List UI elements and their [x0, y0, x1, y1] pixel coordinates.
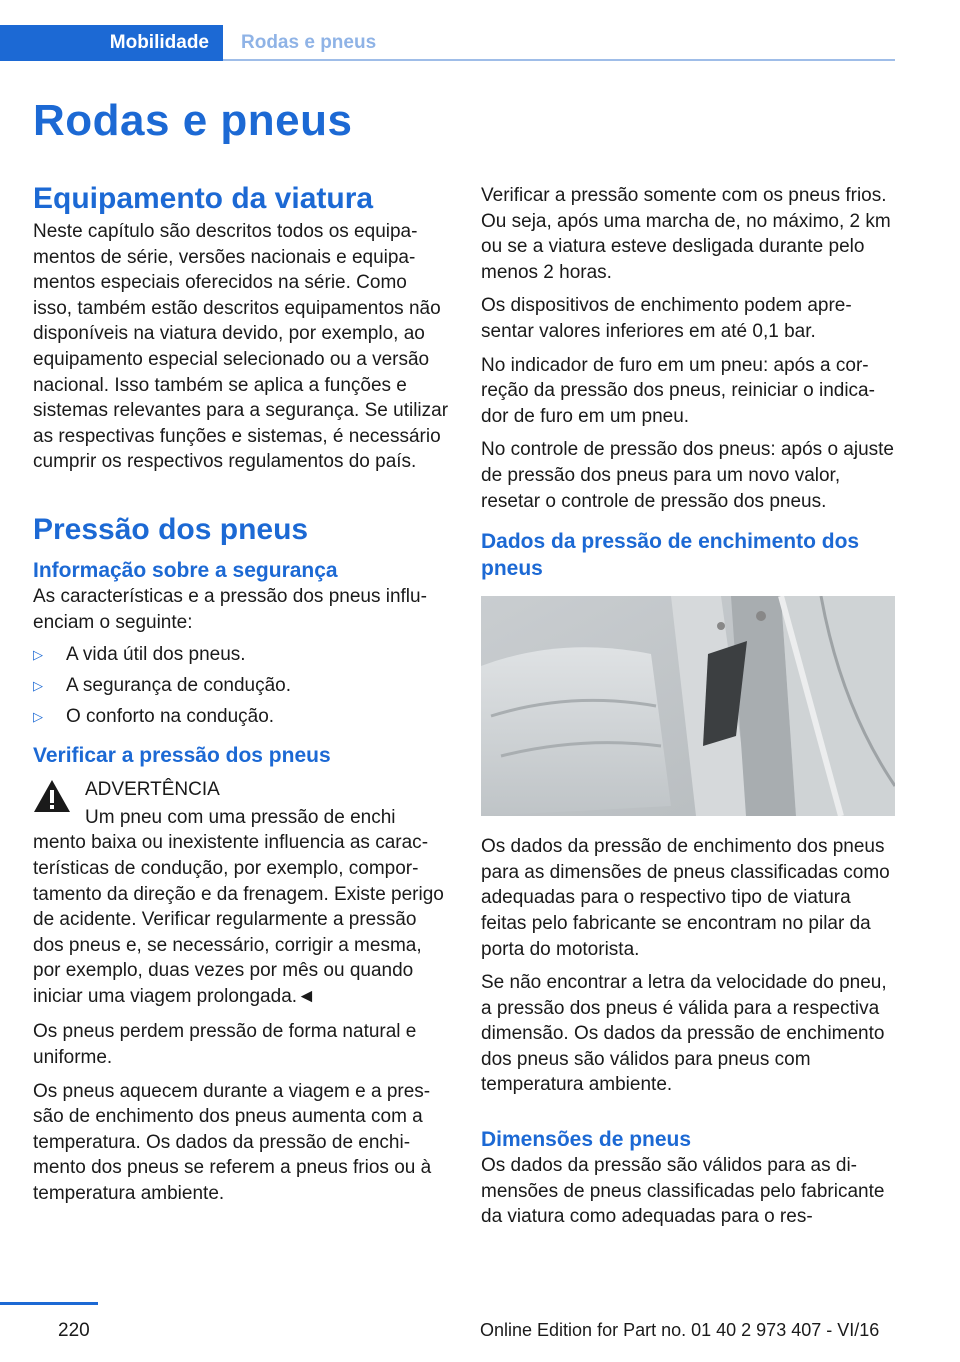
- paragraph: Verificar a pressão somente com os pneus frios. Ou seja, após uma marcha de, no máximo, 2 km ou se a viatura esteve desligada durante pelo menos 2 horas.: [481, 185, 891, 283]
- subsection-intro-seguranca: As características e a pressão dos pneus influenciam o seguinte:: [33, 585, 427, 633]
- paragraph: Os dados da pressão de enchimento dos pneus para as dimensões de pneus classificadas como adequadas para o respectivo tipo de viatura feitas pelo fabricante se encontram no pilar da porta do motorista.: [481, 836, 890, 960]
- paragraph: Os pneus perdem pressão de forma natural e uniforme.: [33, 1021, 417, 1069]
- tab-mobilidade[interactable]: [0, 25, 223, 61]
- subsection-title-seguranca: Informação sobre a segurança: [33, 558, 338, 582]
- paragraph: Os dispositivos de enchimento podem apresentar valores inferiores em até 0,1 bar.: [481, 295, 852, 342]
- tab-rodas-e-pneus-label: Rodas e pneus: [241, 32, 377, 53]
- triangle-bullet-icon: ▷: [33, 647, 43, 663]
- header-tabs: [0, 25, 895, 61]
- right-column: [481, 183, 895, 1238]
- bullet-list: [33, 639, 451, 732]
- warning-text: mento baixa ou inexistente influencia as características de condução, por exemplo, comportamento da direção e da frenagem. Existe perigo de acidente. Verificar regularmente a pressão dos pneus e, se necessário, corrigir a mesma, por exemplo, duas vezes por mês ou quando iniciar uma viagem prolongada.◄: [33, 832, 444, 1007]
- footer-divider: [0, 1302, 98, 1305]
- section-body-equipamento: Neste capítulo são descritos todos os equipamentos de série, versões nacionais e equipamentos especiais oferecidos na série. Como isso, também estão descritos equipamentos não disponíveis na viatura devido, por exemplo, ao equipamento especial selecionado ou a versão nacional. Isso também se aplica a funções e sistemas relevantes para a segurança. Se utilizar as respectivas funções e sistemas, é necessário cumprir os respectivos regulamentos do país.: [33, 221, 449, 473]
- tab-rodas-e-pneus[interactable]: [223, 25, 895, 61]
- triangle-bullet-icon: ▷: [33, 678, 43, 694]
- section-title-equipamento: Equipamento da viatura: [33, 182, 374, 215]
- warning-label: ADVERTÊNCIA: [85, 779, 220, 801]
- paragraph: Os dados da pressão são válidos para as dimensões de pneus classificadas pelo fabricante da viatura como adequadas para o res-: [481, 1155, 885, 1228]
- paragraph: No indicador de furo em um pneu: após a correção da pressão dos pneus, reiniciar o indicador de furo em um pneu.: [481, 354, 875, 427]
- list-item: [33, 670, 451, 701]
- subsection-title-dados: Dados da pressão de enchimento dos pneus: [481, 530, 860, 581]
- edition-note: Online Edition for Part no. 01 40 2 973 407 - VI/16: [480, 1320, 880, 1340]
- page-number: 220: [58, 1320, 90, 1341]
- tab-mobilidade-label: Mobilidade: [109, 32, 209, 53]
- header-divider: [223, 59, 895, 61]
- chapter-title: Rodas e pneus: [33, 96, 353, 145]
- list-item-text: A vida útil dos pneus.: [66, 644, 246, 666]
- paragraph: Os pneus aquecem durante a viagem e a pressão de enchimento dos pneus aumenta com a temperatura. Os dados da pressão de enchimento dos pneus se referem a pneus frios ou à temperatura ambiente.: [33, 1080, 432, 1205]
- list-item: [33, 701, 451, 732]
- door-pillar-photo: [481, 596, 895, 816]
- list-item-text: O conforto na condução.: [66, 706, 275, 728]
- paragraph: No controle de pressão dos pneus: após o ajuste de pressão dos pneus para um novo valor, resetar o controle de pressão dos pneus.: [481, 439, 894, 512]
- list-item-text: A segurança de condução.: [66, 675, 292, 697]
- triangle-bullet-icon: ▷: [33, 709, 43, 725]
- warning-triangle-icon: [33, 779, 71, 813]
- paragraph: Se não encontrar a letra da velocidade do pneu, a pressão dos pneus é válida para a respectiva dimensão. Os dados da pressão de enchimento dos pneus são válidos para pneus com temperatura ambiente.: [481, 972, 887, 1096]
- left-column: [33, 180, 451, 1215]
- subsection-title-dimensoes: Dimensões de pneus: [481, 1128, 692, 1152]
- subsection-title-verificar: Verificar a pressão dos pneus: [33, 744, 331, 768]
- warning-block: [33, 777, 451, 1009]
- section-title-pressao: Pressão dos pneus: [33, 512, 309, 546]
- warning-text-first-line: Um pneu com uma pressão de enchi: [85, 806, 396, 828]
- list-item: [33, 639, 451, 670]
